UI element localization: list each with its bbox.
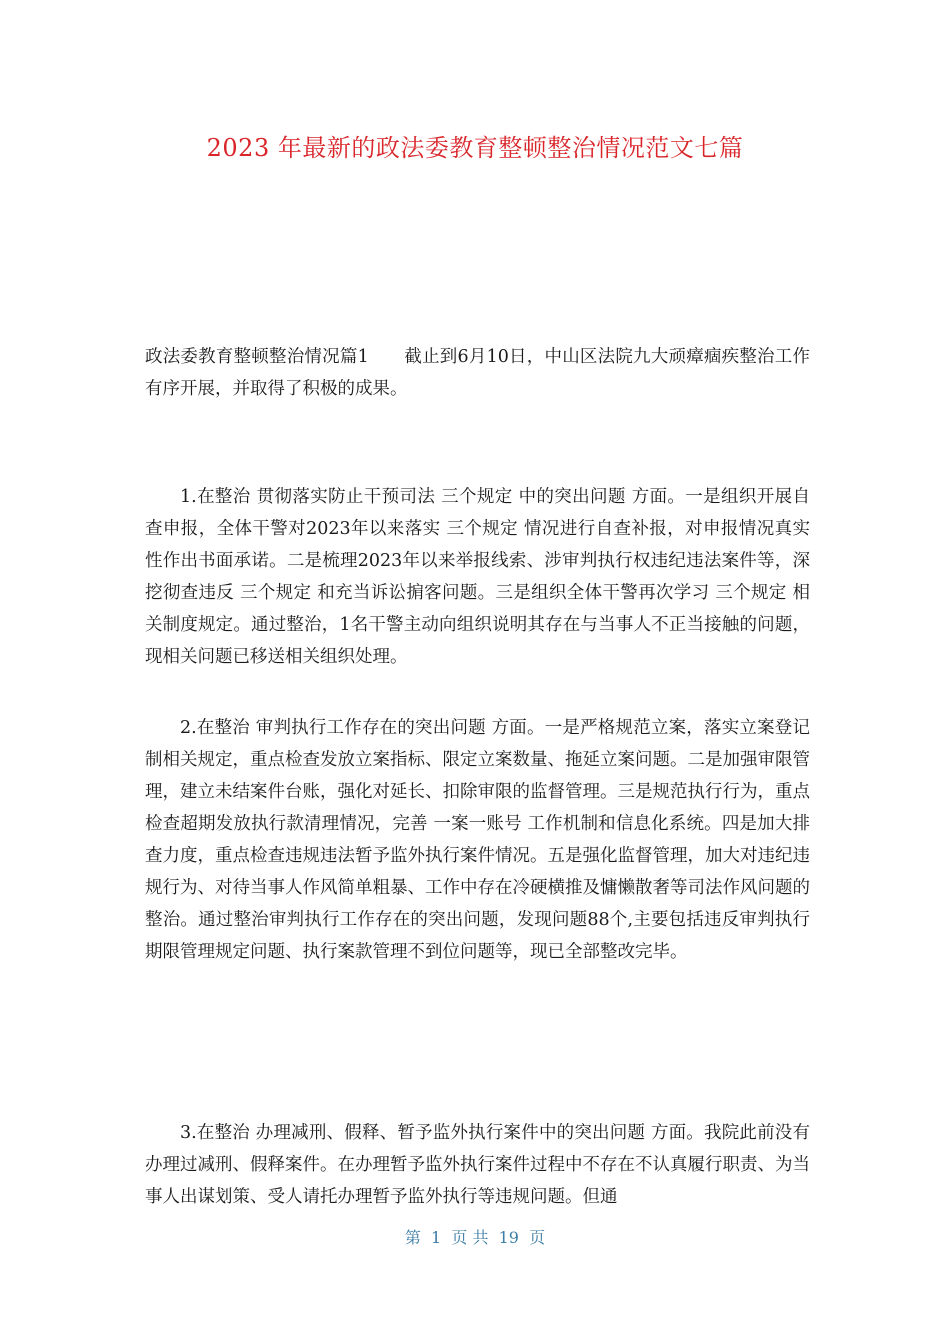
paragraph-item-3: 3.在整治 办理减刑、假释、暂予监外执行案件中的突出问题 方面。我院此前没有办理过减刑、假释案件。在办理暂予监外执行案件过程中不存在不认真履行职责、为当事人出谋划策、受人请托办理暂予监外执行等违规问题。但通 xyxy=(145,1123,810,1207)
paragraph-intro: 政法委教育整顿整治情况篇1 截止到6月10日，中山区法院九大顽瘴痼疾整治工作有序开展，并取得了积极的成果。 xyxy=(145,347,810,399)
page-number-footer: 第 1 页 共 19 页 xyxy=(404,1228,546,1247)
document-title: 2023 年最新的政法委教育整顿整治情况范文七篇 xyxy=(206,134,744,162)
paragraph-item-1: 1.在整治 贯彻落实防止干预司法 三个规定 中的突出问题 方面。一是组织开展自查申报，全体干警对2023年以来落实 三个规定 情况进行自查补报，对申报情况真实性作出书面承诺。二是梳理2023年以来举报线索、涉审判执行权违纪违法案件等，深挖彻查违反 三个规定 和充当诉讼掮客问题。三是组织全体干警再次学习 三个规定 相关制度规定。通过整治，1名干警主动向组织说明其存在与当事人不正当接触的问题，现相关问题已移送相关组织处理。 xyxy=(145,487,810,667)
paragraph-item-2: 2.在整治 审判执行工作存在的突出问题 方面。一是严格规范立案，落实立案登记制相关规定，重点检查发放立案指标、限定立案数量、拖延立案问题。二是加强审限管理，建立未结案件台账，强化对延长、扣除审限的监督管理。三是规范执行行为，重点检查超期发放执行款清理情况，完善 一案一账号 工作机制和信息化系统。四是加大排查力度，重点检查违规违法暂予监外执行案件情况。五是强化监督管理，加大对违纪违规行为、对待当事人作风简单粗暴、工作中存在冷硬横推及慵懒散奢等司法作风问题的整治。通过整治审判执行工作存在的突出问题，发现问题88个,主要包括违反审判执行期限管理规定问题、执行案款管理不到位问题等，现已全部整改完毕。 xyxy=(145,718,810,962)
